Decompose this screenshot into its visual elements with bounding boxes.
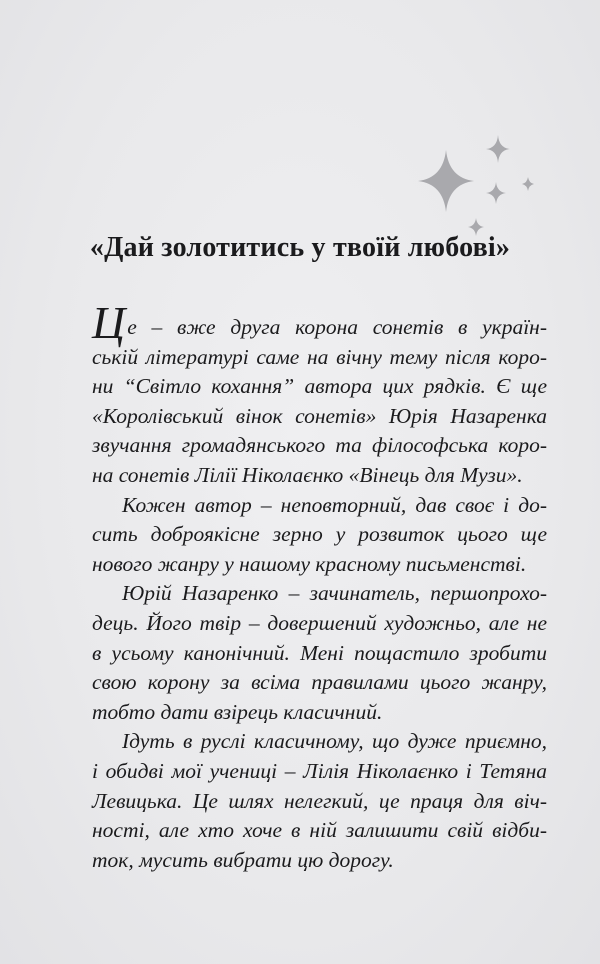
text-line: Ідуть в руслі класичному, що дуже приємно,: [122, 729, 547, 754]
text-line: сить доброякісне зерно у розвиток цього ще: [92, 522, 547, 547]
small-star-top: [486, 135, 510, 163]
paragraph-1: [92, 297, 547, 491]
text-line: ській літературі саме на вічну тему після коро-: [92, 344, 547, 369]
text-line: Левицька. Це шлях нелегкий, це праця для віч-: [92, 788, 547, 813]
text-line: ток, мусить вибрати цю дорогу.: [92, 847, 394, 872]
large-star: [418, 150, 474, 212]
text-line: звучання громадянського та філософська коро-: [92, 433, 547, 458]
text-line: свою корону за всіма правилами цього жанру,: [92, 670, 547, 695]
paragraph-3: [92, 579, 547, 727]
chapter-title: «Дай золотитись у твоїй любові»: [89, 232, 511, 263]
text-line: «Королівський вінок сонетів» Юрія Назаренка: [92, 403, 547, 428]
text-line: на сонетів Лілії Ніколаєнко «Вінець для Музи».: [92, 462, 523, 487]
text-line: Це – вже друга корона сонетів в україн-: [92, 297, 547, 348]
text-line: і обидві мої учениці – Лілія Ніколаєнко і Тетяна: [92, 758, 547, 783]
text-line: ності, але хто хоче в ній залишити свій відби-: [92, 818, 547, 843]
text-line: Кожен автор – неповторний, дав своє і до-: [122, 492, 547, 517]
paragraph-2: [92, 491, 547, 580]
text-line: дець. Його твір – довершений художньо, але не: [92, 610, 547, 635]
text-line: ни “Світло кохання” автора цих рядків. Є ще: [92, 374, 547, 399]
small-star-middle: [486, 182, 506, 204]
body-text: [92, 297, 547, 875]
text-line: тобто дати взірець класичний.: [92, 699, 383, 724]
text-line: в усьому канонічний. Мені пощастило зробити: [92, 640, 547, 665]
text-line: нового жанру у нашому красному письменстві.: [92, 551, 527, 576]
text-line: Юрій Назаренко – зачинатель, першопрохо-: [122, 581, 547, 606]
paragraph-4: [92, 727, 547, 875]
sparkle-stars-icon: [418, 130, 543, 240]
small-star-right: [522, 177, 534, 191]
